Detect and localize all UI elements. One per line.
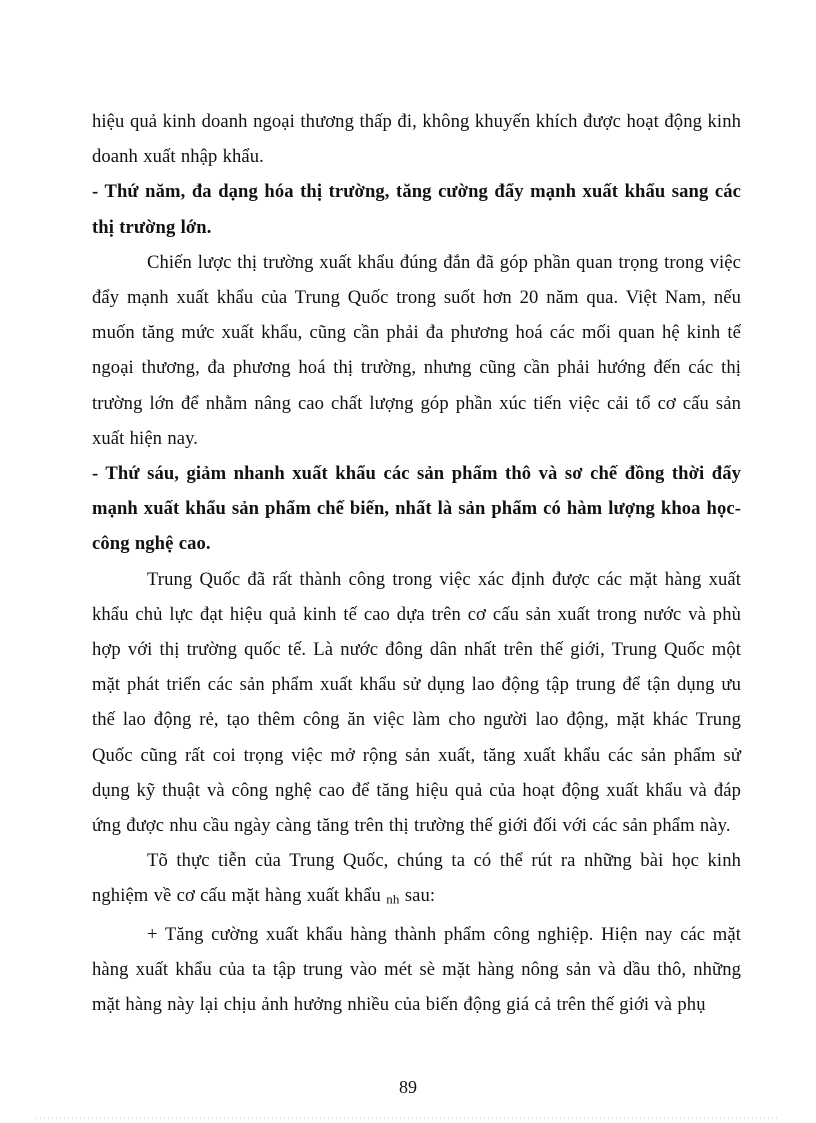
paragraph-to-thuc-tien-text-before: Tõ thực tiễn của Trung Quốc, chúng ta có thể rút ra những bài học kinh nghiệm về cơ cấu mặt hàng xuất khẩu — [92, 850, 741, 907]
page-number: 89 — [399, 1077, 417, 1097]
paragraph-to-thuc-tien-text-after: sau: — [399, 885, 436, 907]
scan-artifact-line — [36, 1117, 780, 1119]
paragraph-trung-quoc: Trung Quốc đã rất thành công trong việc xác định được các mặt hàng xuất khẩu chủ lực đạt hiệu quả kinh tế cao dựa trên cơ cấu sản xuất trong nước và phù hợp với thị trường quốc tế. Là nước đông dân nhất trên thế giới, Trung Quốc một mặt phát triển các sản phẩm xuất khẩu sử dụng lao động tập trung để tận dụng ưu thế lao động rẻ, tạo thêm công ăn việc làm cho người lao động, mặt khác Trung Quốc cũng rất coi trọng việc mở rộng sản xuất, tăng xuất khẩu các sản phẩm sử dụng kỹ thuật và công nghệ cao để tăng hiệu quả của hoạt động xuất khẩu và đáp ứng được nhu cầu ngày càng tăng trên thị trường thế giới đối với các sản phẩm này. — [92, 568, 741, 837]
paragraph-to-thuc-tien-inline-small: nh — [386, 891, 400, 907]
paragraph-heading-thu-nam: - Thứ năm, đa dạng hóa thị trường, tăng cường đẩy mạnh xuất khẩu sang các thị trường lớn. — [92, 181, 741, 238]
paragraph-tang-cuong: + Tăng cường xuất khẩu hàng thành phẩm công nghiệp. Hiện nay các mặt hàng xuất khẩu của ta tập trung vào mét sè mặt hàng nông sản và dầu thô, những mặt hàng này lại chịu ảnh hưởng nhiều của biến động giá cả trên thế giới và phụ — [92, 924, 741, 1016]
paragraph-to-thuc-tien — [92, 843, 741, 917]
paragraph-1: hiệu quả kinh doanh ngoại thương thấp đi, không khuyến khích được hoạt động kinh doanh xuất nhập khẩu. — [92, 111, 741, 168]
document-text-column — [92, 104, 741, 1023]
paragraph-heading-thu-sau: - Thứ sáu, giảm nhanh xuất khẩu các sản phẩm thô và sơ chế đồng thời đẩy mạnh xuất khẩu sản phẩm chế biến, nhất là sản phẩm có hàm lượng khoa học- công nghệ cao. — [92, 463, 741, 555]
paragraph-chien-luoc: Chiến lược thị trường xuất khẩu đúng đắn đã góp phần quan trọng trong việc đẩy mạnh xuất khẩu của Trung Quốc trong suốt hơn 20 năm qua. Việt Nam, nếu muốn tăng mức xuất khẩu, cũng cần phải đa phương hoá các mối quan hệ kinh tế ngoại thương, đa phương hoá thị trường, nhưng cũng cần phải hướng đến các thị trường lớn để nhằm nâng cao chất lượng góp phần xúc tiến việc cải tổ cơ cấu sản xuất hiện nay. — [92, 251, 741, 449]
